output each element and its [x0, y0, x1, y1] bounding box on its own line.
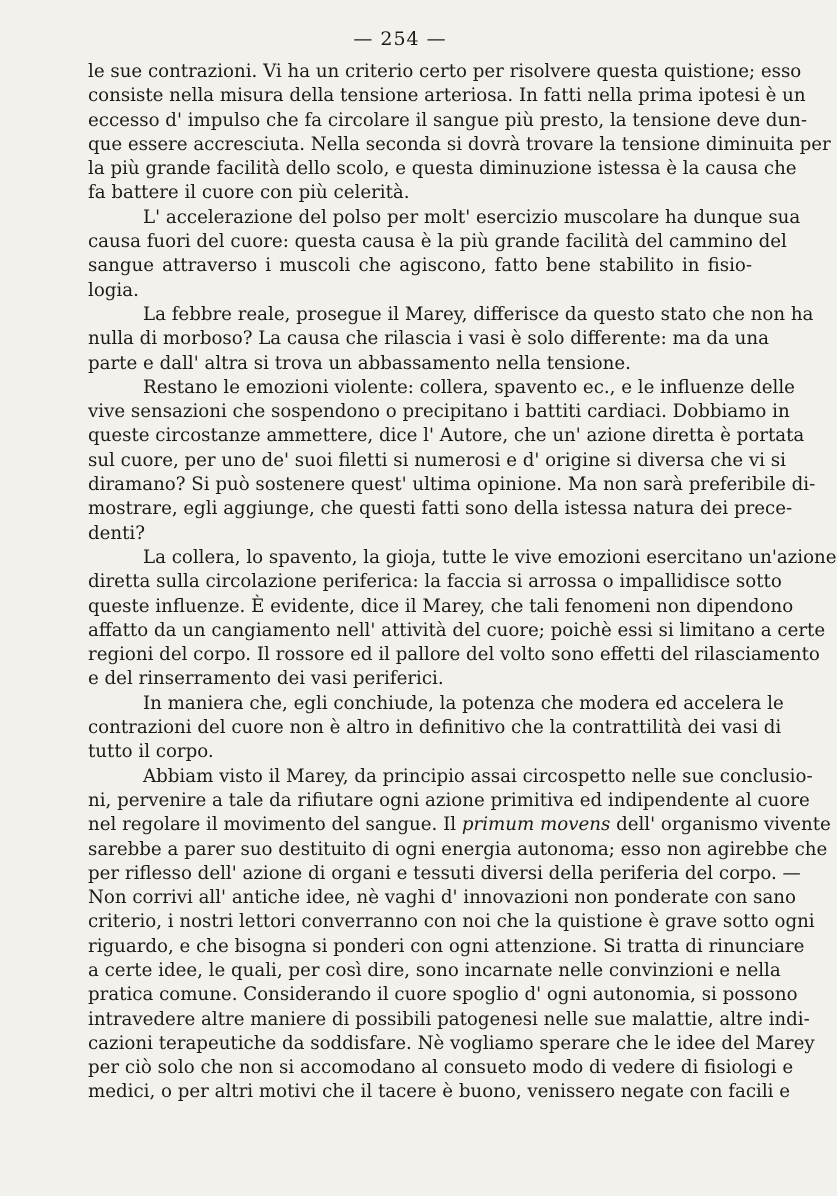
body-text [88, 60, 837, 1105]
text-line: Restano le emozioni violente: collera, spavento ec., e le influenze delle [143, 376, 795, 398]
text-line: Non corrivi all' antiche idee, nè vaghi d' innovazioni non ponderate con sano [88, 887, 796, 909]
text-line: L' accelerazione del polso per molt' esercizio muscolare ha dunque sua [143, 206, 801, 228]
text-line: fa battere il cuore con più celerità. [88, 182, 410, 204]
text-line: consiste nella misura della tensione arteriosa. In fatti nella prima ipotesi è un [88, 85, 806, 107]
text-line: ni, pervenire a tale da rifiutare ogni azione primitiva ed indipendente al cuore [88, 789, 810, 811]
text-line: pratica comune. Considerando il cuore spoglio d' ogni autonomia, si possono [88, 984, 798, 1006]
text-line: causa fuori del cuore: questa causa è la più grande facilità del cammino del [88, 231, 787, 253]
text-line: e del rinserramento dei vasi periferici. [88, 668, 444, 690]
text-line: que essere accresciuta. Nella seconda si dovrà trovare la tensione diminuita per [88, 133, 831, 155]
text-line: a certe idee, le quali, per così dire, sono incarnate nelle convinzioni e nella [88, 959, 781, 981]
text-line: La febbre reale, prosegue il Marey, differisce da questo stato che non ha [143, 303, 814, 325]
text-line: intravedere altre maniere di possibili patogenesi nelle sue malattie, altre indi- [88, 1008, 810, 1030]
text-line: denti? [88, 522, 145, 544]
text-line: logia. [88, 279, 139, 301]
text-line: contrazioni del cuore non è altro in definitivo che la contrattilità dei vasi di [88, 717, 782, 739]
text-line: nulla di morboso? La causa che rilascia i vasi è solo differente: ma da una [88, 328, 769, 350]
text-line: In maniera che, egli conchiude, la potenza che modera ed accelera le [143, 692, 784, 714]
text-line: La collera, lo spavento, la gioja, tutte le vive emozioni esercitano un'azione [143, 546, 837, 568]
text-line: queste circostanze ammettere, dice l' Autore, che un' azione diretta è portata [88, 425, 805, 447]
text-line: sangue attraverso i muscoli che agiscono, fatto bene stabilito in fisio- [88, 255, 752, 277]
text-line: le sue contrazioni. Vi ha un criterio certo per risolvere questa quistione; esso [88, 61, 802, 82]
text-line: per ciò solo che non si accomodano al consueto modo di vedere di fisiologi e [88, 1057, 794, 1079]
text-line: affatto da un cangiamento nell' attività del cuore; poichè essi si limitano a certe [88, 619, 826, 641]
text-line: criterio, i nostri lettori converranno con noi che la quistione è grave sotto ogni [88, 911, 815, 933]
text-line: diretta sulla circolazione periferica: la faccia si arrossa o impallidisce sotto [88, 571, 782, 593]
text-line: sul cuore, per uno de' suoi filetti si numerosi e d' origine si diversa che vi si [88, 449, 786, 471]
text-line: mostrare, egli aggiunge, che questi fatti sono della istessa natura dei prece- [88, 498, 793, 520]
text-line: la più grande facilità dello scolo, e questa diminuzione istessa è la causa che [88, 158, 797, 180]
text-line: cazioni terapeutiche da soddisfare. Nè vogliamo sperare che le idee del Marey [88, 1032, 815, 1054]
text-line: Abbiam visto il Marey, da principio assai circospetto nelle sue conclusio- [143, 765, 813, 787]
text-line: tutto il corpo. [88, 741, 214, 763]
text-line: queste influenze. È evidente, dice il Marey, che tali fenomeni non dipendono [88, 595, 794, 617]
page-number: — 254 — [353, 28, 447, 50]
italic-term: primum movens [461, 814, 611, 836]
text-line: per riflesso dell' azione di organi e tessuti diversi della periferia del corpo. — [88, 862, 801, 884]
text-line: eccesso d' impulso che fa circolare il sangue più presto, la tensione deve dun- [88, 109, 807, 131]
text-line: riguardo, e che bisogna si ponderi con ogni attenzione. Si tratta di rinunciare [88, 935, 805, 957]
text-line: regioni del corpo. Il rossore ed il pallore del volto sono effetti del rilasciamento [88, 644, 820, 666]
text-line: medici, o per altri motivi che il tacere è buono, venissero negate con facili e [88, 1081, 791, 1103]
text-line: sarebbe a parer suo destituito di ogni energia autonoma; esso non agirebbe che [88, 838, 828, 860]
text-line: diramano? Si può sostenere quest' ultima opinione. Ma non sarà preferibile di- [88, 474, 816, 496]
text-line: parte e dall' altra si trova un abbassamento nella tensione. [88, 352, 631, 374]
text-line: vive sensazioni che sospendono o precipitano i battiti cardiaci. Dobbiamo in [88, 401, 790, 423]
text-line: nel regolare il movimento del sangue. Il primum movens dell' organismo vivente [88, 814, 831, 836]
